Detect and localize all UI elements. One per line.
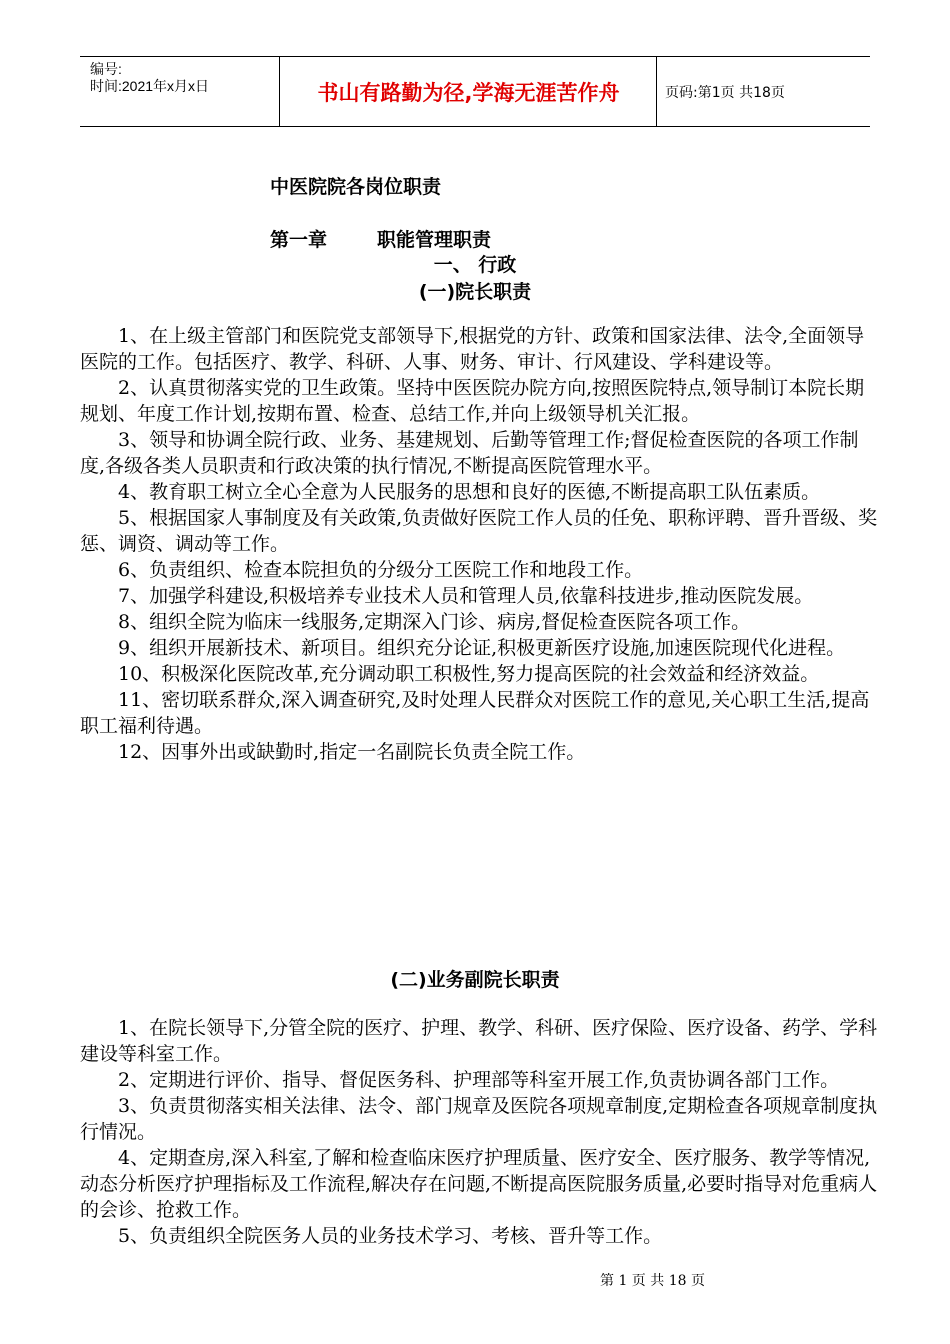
duty-item: 10、积极深化医院改革,充分调动职工积极性,努力提高医院的社会效益和经济效益。 [118, 663, 820, 685]
duty-item: 4、定期查房,深入科室,了解和检查临床医疗护理质量、医疗安全、医疗服务、教学等情况,动态分析医疗护理指标及工作流程,解决存在问题,不断提高医院服务质量,必要时指导对危重病人的会诊、抢救工作。 [80, 1147, 878, 1221]
duty-item: 6、负责组织、检查本院担负的分级分工医院工作和地段工作。 [118, 559, 644, 581]
header-meta [80, 57, 280, 126]
duty-item: 3、领导和协调全院行政、业务、基建规划、后勤等管理工作;督促检查医院的各项工作制度,各级各类人员职责和行政决策的执行情况,不断提高医院管理水平。 [80, 429, 859, 477]
duty-item: 2、认真贯彻落实党的卫生政策。坚持中医医院办院方向,按照医院特点,领导制订本院长期规划、年度工作计划,按期布置、检查、总结工作,并向上级领导机关汇报。 [80, 377, 865, 425]
duty-item: 9、组织开展新技术、新项目。组织充分论证,积极更新医疗设施,加速医院现代化进程。 [118, 637, 846, 659]
page-footer: 第 1 页 共 18 页 [600, 1273, 705, 1289]
chapter-heading [270, 225, 491, 252]
duty-item: 12、因事外出或缺勤时,指定一名副院长负责全院工作。 [118, 741, 586, 763]
duty-item: 7、加强学科建设,积极培养专业技术人员和管理人员,依靠科技进步,推动医院发展。 [118, 585, 814, 607]
header-table [80, 56, 870, 127]
header-page-info: 页码:第1页 共18页 [665, 84, 785, 101]
duty-item: 1、在上级主管部门和医院党支部领导下,根据党的方针、政策和国家法律、法令,全面领导医院的工作。包括医疗、教学、科研、人事、财务、审计、行风建设、学科建设等。 [80, 325, 865, 373]
chapter-number: 第一章 [270, 229, 328, 251]
header-motto: 书山有路勤为径,学海无涯苦作舟 [281, 57, 657, 126]
chapter-name: 职能管理职责 [377, 229, 492, 251]
section-heading: 一、 行政 [433, 254, 517, 276]
document-title: 中医院院各岗位职责 [270, 176, 442, 198]
duty-item: 8、组织全院为临床一线服务,定期深入门诊、病房,督促检查医院各项工作。 [118, 611, 751, 633]
duty-item: 5、负责组织全院医务人员的业务技术学习、考核、晋升等工作。 [118, 1225, 663, 1247]
duty-item: 3、负责贯彻落实相关法律、法令、部门规章及医院各项规章制度,定期检查各项规章制度执行情况。 [80, 1095, 878, 1143]
subsection-heading-president: (一)院长职责 [418, 281, 532, 303]
duty-item: 5、根据国家人事制度及有关政策,负责做好医院工作人员的任免、职称评聘、晋升晋级、奖惩、调资、调动等工作。 [80, 507, 878, 555]
subsection-heading-vice-president: (二)业务副院长职责 [390, 969, 560, 991]
number-label: 编号: [90, 61, 122, 77]
duty-item: 2、定期进行评价、指导、督促医务科、护理部等科室开展工作,负责协调各部门工作。 [118, 1069, 840, 1091]
vice-president-duties [80, 1015, 880, 1249]
duty-item: 11、密切联系群众,深入调查研究,及时处理人民群众对医院工作的意见,关心职工生活,提高职工福利待遇。 [80, 689, 870, 737]
duty-item: 4、教育职工树立全心全意为人民服务的思想和良好的医德,不断提高职工队伍素质。 [118, 481, 821, 503]
time-label: 时间:2021年x月x日 [90, 78, 210, 94]
president-duties [80, 323, 880, 765]
duty-item: 1、在院长领导下,分管全院的医疗、护理、教学、科研、医疗保险、医疗设备、药学、学科建设等科室工作。 [80, 1017, 878, 1065]
